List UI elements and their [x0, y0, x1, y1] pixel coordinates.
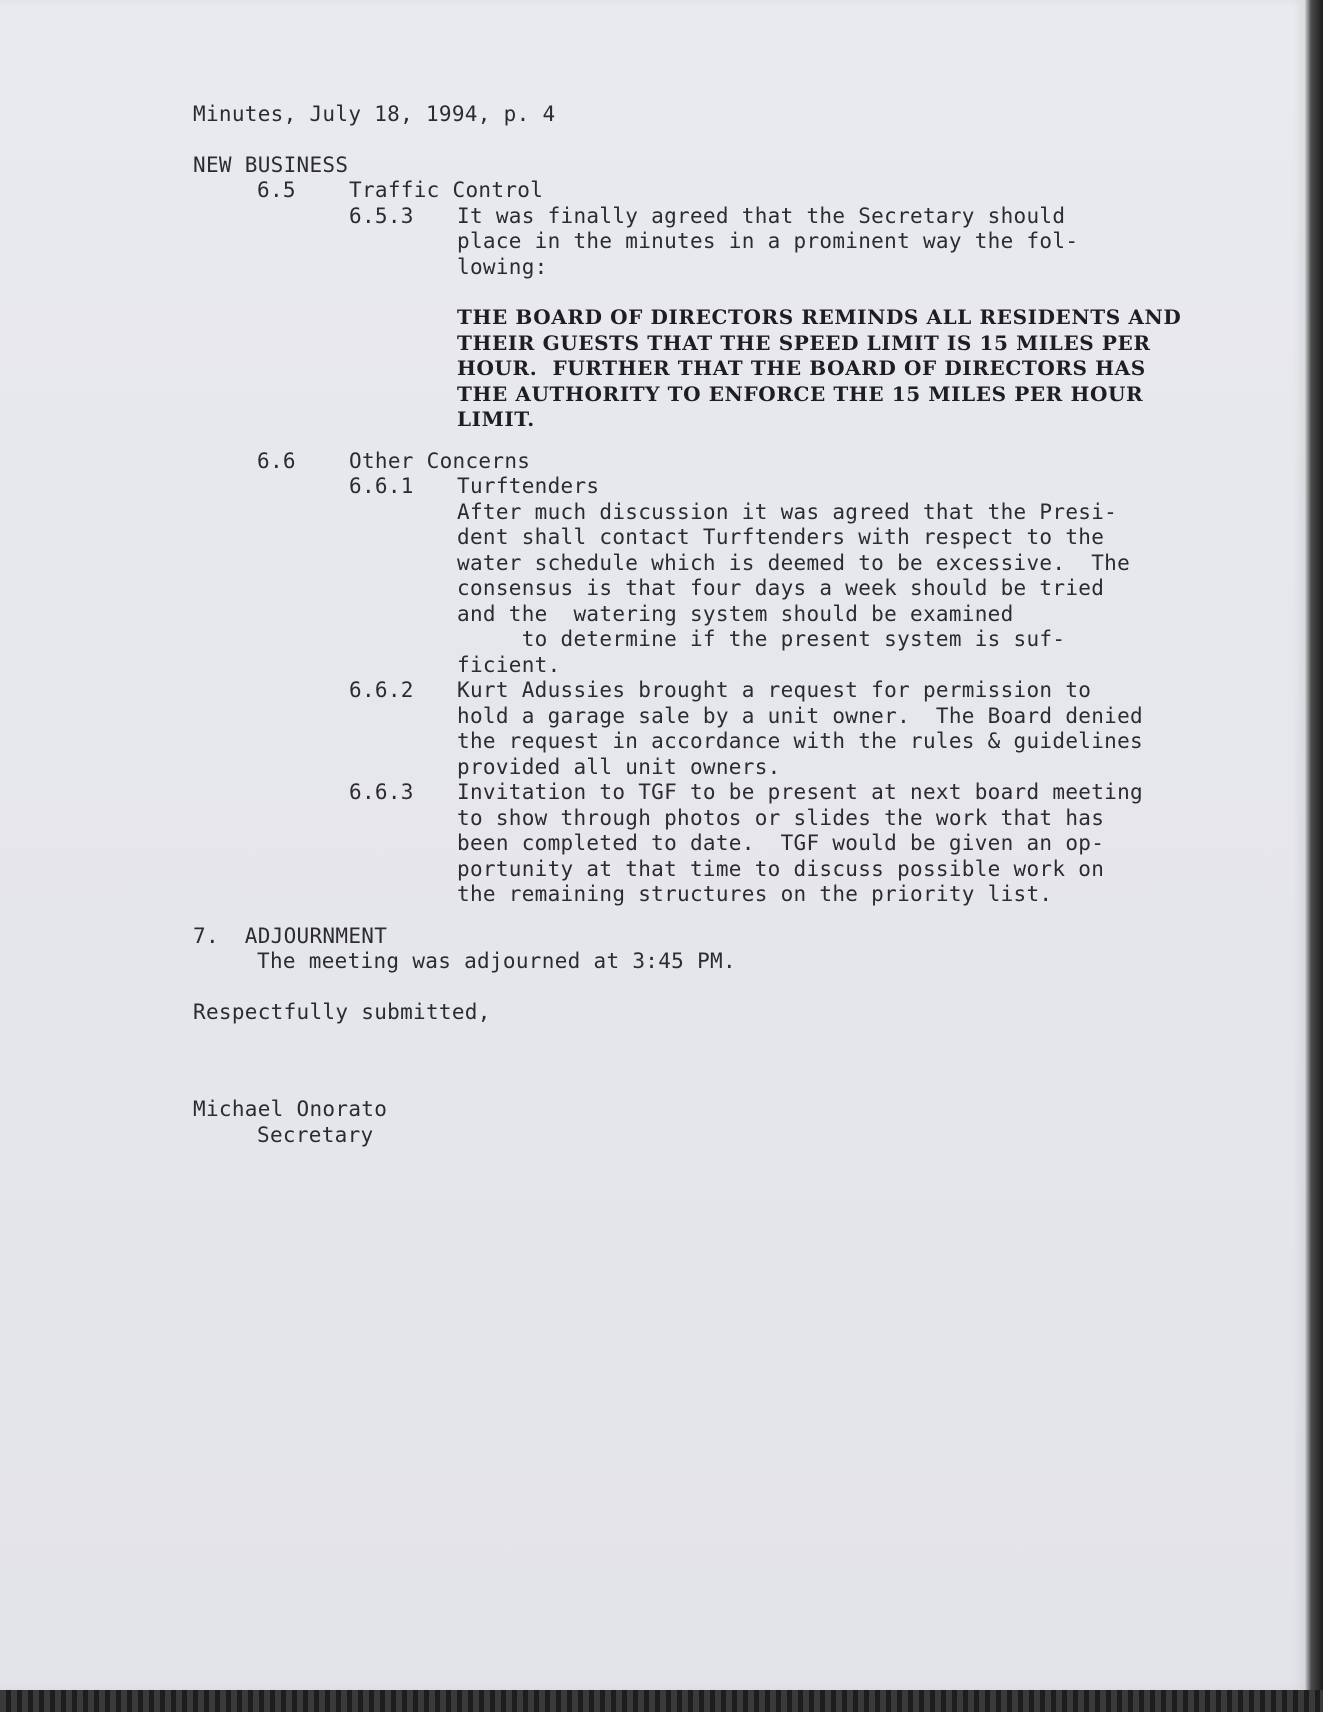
section-6-6-heading [257, 449, 1293, 475]
section-6-5-heading [257, 178, 1293, 204]
notice-line: THE BOARD OF DIRECTORS REMINDS ALL RESIDENTS AND [457, 305, 1182, 329]
signature-title: Secretary [257, 1122, 374, 1147]
minutes-document [193, 102, 1293, 1148]
notice-line: THE AUTHORITY TO ENFORCE THE 15 MILES PER HOUR [457, 381, 1144, 406]
paragraph-line: water schedule which is deemed to be excessive. The [457, 550, 1131, 575]
adjournment-heading: 7. ADJOURNMENT [193, 923, 388, 948]
section-6-6-3-line-1 [349, 780, 1293, 806]
section-number: 6.5.3 [349, 203, 414, 228]
notice-line: LIMIT. [457, 407, 535, 431]
signature-name: Michael Onorato [193, 1097, 388, 1121]
adjournment-text: The meeting was adjourned at 3:45 PM. [257, 949, 736, 973]
paragraph-line: ficient. [457, 652, 561, 677]
section-number: 6.6.3 [349, 780, 414, 804]
paragraph-line: provided all unit owners. [457, 754, 781, 779]
paragraph-line: dent shall contact Turftenders with respect to the [457, 525, 1105, 549]
paragraph-line: the request in accordance with the rules & guidelines [457, 729, 1143, 753]
subsection-title: Turftenders [457, 474, 600, 498]
speed-limit-notice [457, 305, 1293, 433]
section-6-6-2-line-1 [349, 678, 1293, 704]
section-number: 6.6 [257, 448, 296, 473]
new-business-heading: NEW BUSINESS [193, 152, 349, 177]
section-title: Other Concerns [349, 448, 531, 473]
notice-line: HOUR. FURTHER THAT THE BOARD OF DIRECTORS HAS [457, 356, 1146, 380]
section-number: 6.6.2 [349, 678, 414, 702]
paragraph-line: the remaining structures on the priority list. [457, 882, 1053, 906]
paragraph-line: and the watering system should be examined [457, 601, 1014, 626]
paragraph-line: hold a garage sale by a unit owner. The Board denied [457, 703, 1143, 728]
paragraph-line: Invitation to TGF to be present at next board meeting [457, 780, 1143, 804]
page-header: Minutes, July 18, 1994, p. 4 [193, 102, 556, 126]
scan-edge-bottom [0, 1690, 1323, 1712]
paragraph-line: been completed to date. TGF would be given an op- [457, 831, 1105, 855]
paragraph-line: It was finally agreed that the Secretary should [457, 203, 1066, 228]
section-title: Traffic Control [349, 178, 544, 202]
section-number: 6.6.1 [349, 474, 414, 498]
section-6-6-1-heading [349, 474, 1293, 500]
paragraph-line: to show through photos or slides the work that has [457, 805, 1105, 830]
closing-line: Respectfully submitted, [193, 999, 491, 1024]
paragraph-line: to determine if the present system is suf- [457, 627, 1066, 651]
paragraph-line: Kurt Adussies brought a request for permission to [457, 678, 1092, 702]
paragraph-line: After much discussion it was agreed that the Presi- [457, 499, 1118, 524]
paragraph-line: consensus is that four days a week should be tried [457, 576, 1105, 600]
paragraph-line: place in the minutes in a prominent way the fol- [457, 229, 1079, 253]
paragraph-line: lowing: [457, 254, 548, 279]
paragraph-line: portunity at that time to discuss possible work on [457, 856, 1105, 881]
section-6-5-3-line-1 [349, 204, 1293, 230]
notice-line: THEIR GUESTS THAT THE SPEED LIMIT IS 15 MILES PER [457, 330, 1151, 355]
section-number: 6.5 [257, 178, 296, 202]
scan-edge-right [1305, 0, 1323, 1712]
